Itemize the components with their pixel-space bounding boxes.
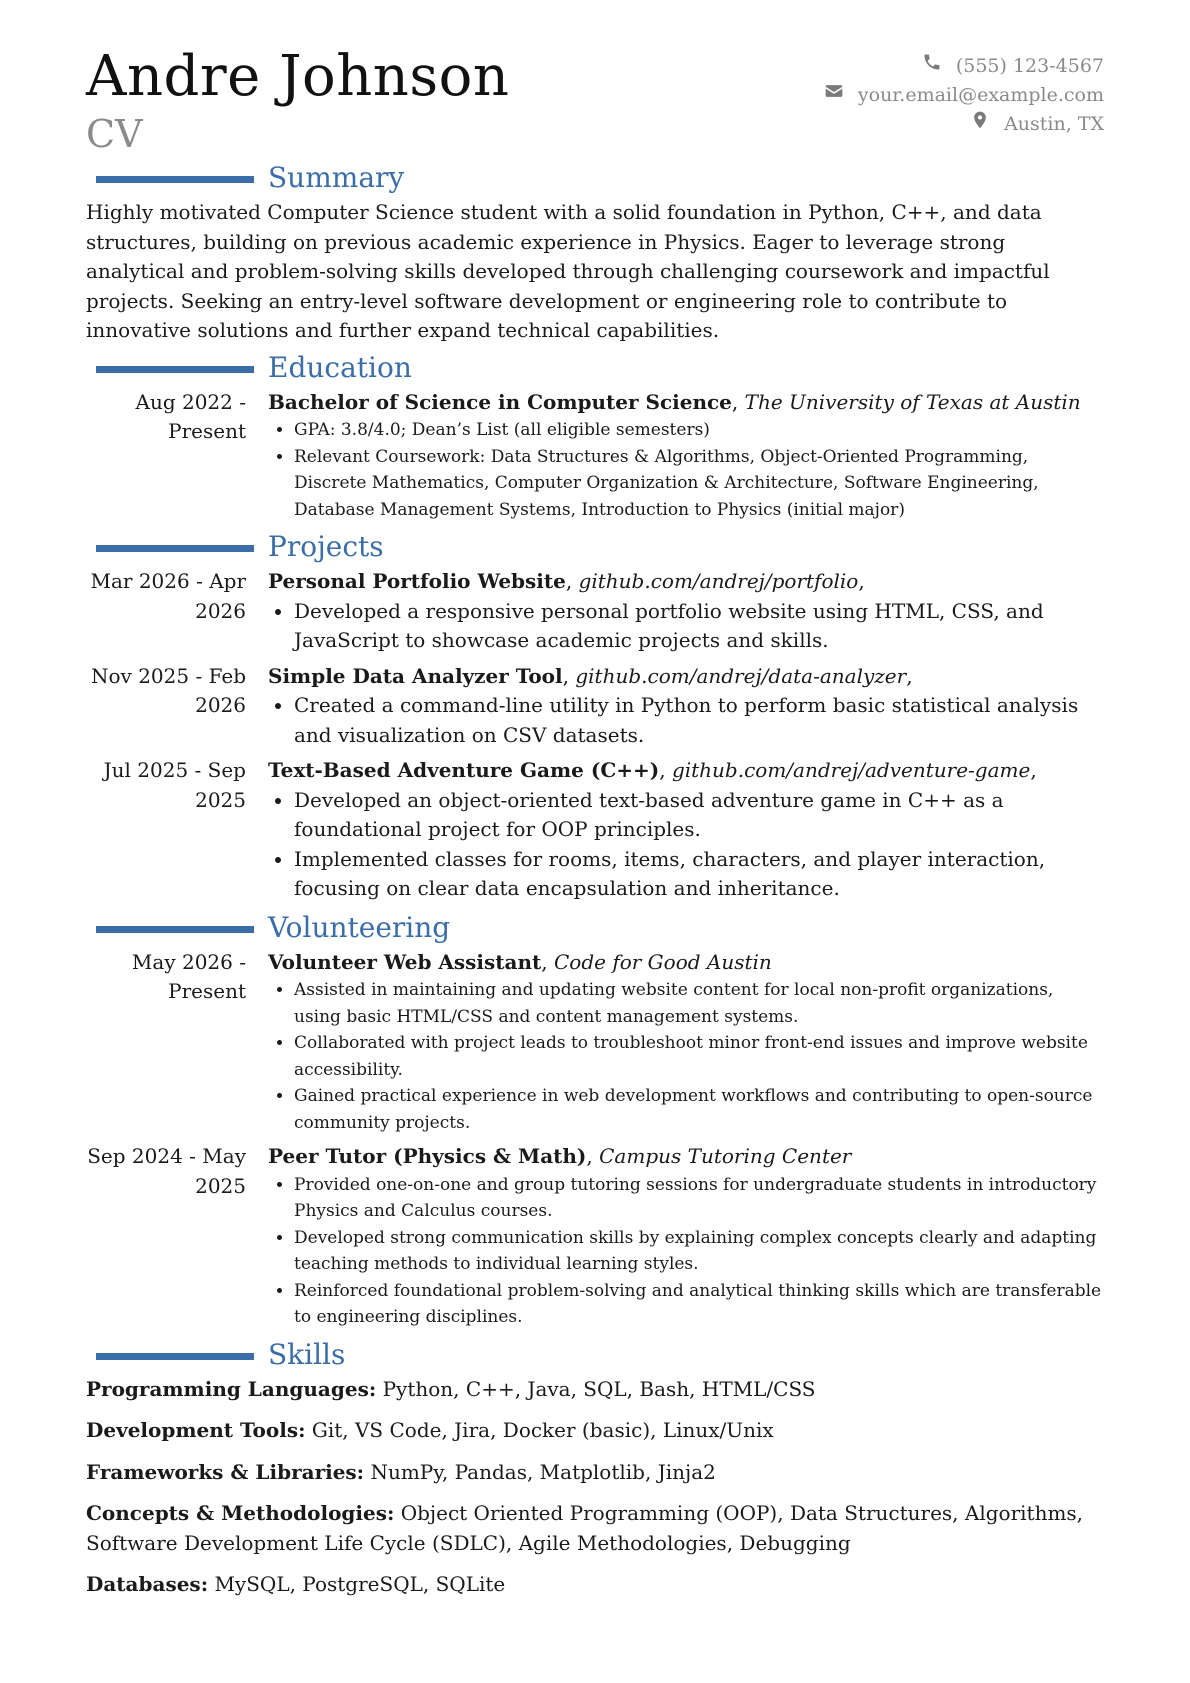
contact-block bbox=[824, 52, 1104, 139]
project-entry bbox=[86, 756, 1104, 904]
project-entry bbox=[86, 567, 1104, 656]
list-item: • GPA: 3.8/4.0; Dean’s List (all eligible semesters) bbox=[294, 417, 1104, 444]
section-title: Volunteering bbox=[268, 910, 451, 944]
entry-body bbox=[268, 567, 1104, 656]
summary-text: Highly motivated Computer Science student with a solid foundation in Python, C++, and data structures, building on previous academic experience in Physics. Eager to leverage strong analytical and problem-solving skills developed through challenging coursework and impactful projects. Seeking an entry-level software development or engineering role to contribute to innovative solutions and further expand technical capabilities. bbox=[86, 200, 1050, 342]
cv-header bbox=[86, 40, 1104, 160]
skill-value: NumPy, Pandas, Matplotlib, Jinja2 bbox=[370, 1459, 716, 1484]
section-title: Summary bbox=[268, 161, 405, 194]
entry-date: Mar 2026 - Apr 2026 bbox=[90, 569, 246, 623]
person-name: Andre Johnson bbox=[86, 44, 510, 109]
skill-row bbox=[86, 1375, 1104, 1405]
skill-label: Frameworks & Libraries: bbox=[86, 1459, 365, 1484]
project-title: Text-Based Adventure Game (C++) bbox=[268, 758, 660, 782]
email-text[interactable]: your.email@example.com bbox=[857, 84, 1104, 106]
role-title: Volunteer Web Assistant bbox=[268, 949, 542, 974]
contact-location bbox=[824, 110, 1104, 139]
contact-phone bbox=[824, 52, 1104, 81]
skill-label: Concepts & Methodologies: bbox=[86, 1501, 395, 1525]
project-link[interactable]: github.com/andrej/data-analyzer bbox=[575, 663, 907, 688]
section-accent-bar bbox=[96, 176, 254, 183]
skill-value: MySQL, PostgreSQL, SQLite bbox=[214, 1572, 506, 1596]
volunteering-entry bbox=[86, 948, 1104, 1137]
entry-body bbox=[268, 1142, 1104, 1331]
entry-title: Peer Tutor (Physics & Math), Campus Tutoring Center bbox=[268, 1144, 852, 1168]
entry-body bbox=[268, 948, 1104, 1137]
list-item: • Relevant Coursework: Data Structures & Algorithms, Object-Oriented Programming, Discrete Mathematics, Computer Organization & Architecture, Software Engineering, Database Management Systems, Introduction to Physics (initial major) bbox=[294, 444, 1104, 524]
entry-title: Text-Based Adventure Game (C++), github.com/andrej/adventure-game, bbox=[268, 758, 1037, 782]
entry-body bbox=[268, 388, 1104, 524]
entry-title: Simple Data Analyzer Tool, github.com/andrej/data-analyzer, bbox=[268, 663, 913, 688]
entry-date: Jul 2025 - Sep 2025 bbox=[103, 758, 246, 812]
education-entry bbox=[86, 388, 1104, 524]
organization: Code for Good Austin bbox=[553, 949, 772, 974]
organization: Campus Tutoring Center bbox=[599, 1144, 852, 1168]
list-item: • Developed a responsive personal portfolio website using HTML, CSS, and JavaScript to showcase academic projects and skills. bbox=[294, 597, 1104, 656]
contact-email bbox=[824, 81, 1104, 110]
skill-row bbox=[86, 1499, 1104, 1558]
envelope-icon bbox=[824, 81, 844, 110]
phone-icon bbox=[922, 52, 942, 81]
skills-heading bbox=[86, 1337, 1104, 1375]
volunteering-entry bbox=[86, 1142, 1104, 1331]
skill-row bbox=[86, 1416, 1104, 1446]
entry-bullets bbox=[268, 977, 1104, 1136]
list-item: • Assisted in maintaining and updating website content for local non-profit organizations, using basic HTML/CSS and content management systems. bbox=[294, 977, 1104, 1030]
entry-bullets bbox=[268, 417, 1104, 523]
institution: The University of Texas at Austin bbox=[744, 389, 1081, 414]
education-heading bbox=[86, 350, 1104, 388]
entry-bullets bbox=[268, 1172, 1104, 1331]
skill-value: Python, C++, Java, SQL, Bash, HTML/CSS bbox=[382, 1376, 816, 1401]
skill-row bbox=[86, 1458, 1104, 1488]
skill-value: Object Oriented Programming (OOP), Data Structures, Algorithms, Software Development Life Cycle (SDLC), Agile Methodologies, Debugging bbox=[86, 1501, 1084, 1555]
section-title: Education bbox=[268, 350, 412, 384]
entry-body bbox=[268, 756, 1104, 904]
summary-heading bbox=[86, 160, 1104, 198]
entry-bullets bbox=[268, 786, 1104, 904]
list-item: • Implemented classes for rooms, items, characters, and player interaction, focusing on clear data encapsulation and inheritance. bbox=[294, 845, 1104, 904]
list-item: • Collaborated with project leads to troubleshoot minor front-end issues and improve website accessibility. bbox=[294, 1030, 1104, 1083]
project-link[interactable]: github.com/andrej/adventure-game bbox=[671, 758, 1031, 782]
project-title: Simple Data Analyzer Tool bbox=[268, 663, 563, 688]
section-accent-bar bbox=[96, 366, 254, 373]
entry-bullets bbox=[268, 691, 1104, 750]
section-title: Skills bbox=[268, 1337, 346, 1371]
project-title: Personal Portfolio Website bbox=[268, 569, 566, 593]
skill-row bbox=[86, 1570, 1104, 1600]
skill-label: Development Tools: bbox=[86, 1418, 306, 1442]
list-item: • Created a command-line utility in Python to perform basic statistical analysis and visualization on CSV datasets. bbox=[294, 691, 1104, 750]
section-title: Projects bbox=[268, 530, 384, 563]
projects-heading bbox=[86, 529, 1104, 567]
entry-bullets bbox=[268, 597, 1104, 656]
list-item: • Provided one-on-one and group tutoring sessions for undergraduate students in introductory Physics and Calculus courses. bbox=[294, 1172, 1104, 1225]
list-item: • Gained practical experience in web development workflows and contributing to open-source community projects. bbox=[294, 1083, 1104, 1136]
list-item: • Developed an object-oriented text-based adventure game in C++ as a foundational project for OOP principles. bbox=[294, 786, 1104, 845]
entry-title: Personal Portfolio Website, github.com/andrej/portfolio, bbox=[268, 569, 865, 593]
entry-date: May 2026 - Present bbox=[131, 949, 246, 1003]
project-entry bbox=[86, 662, 1104, 751]
entry-body bbox=[268, 662, 1104, 751]
entry-title: Volunteer Web Assistant, Code for Good Austin bbox=[268, 949, 772, 974]
skill-label: Programming Languages: bbox=[86, 1376, 377, 1401]
list-item: • Developed strong communication skills by explaining complex concepts clearly and adapting teaching methods to individual learning styles. bbox=[294, 1225, 1104, 1278]
role-title: Peer Tutor (Physics & Math) bbox=[268, 1144, 587, 1168]
phone-text[interactable]: (555) 123-4567 bbox=[955, 55, 1104, 77]
entry-date: Nov 2025 - Feb 2026 bbox=[91, 663, 246, 717]
section-accent-bar bbox=[96, 1353, 254, 1360]
location-text: Austin, TX bbox=[1004, 113, 1104, 135]
section-accent-bar bbox=[96, 545, 254, 552]
project-link[interactable]: github.com/andrej/portfolio bbox=[578, 569, 859, 593]
entry-title: Bachelor of Science in Computer Science, The University of Texas at Austin bbox=[268, 389, 1081, 414]
entry-date: Aug 2022 - Present bbox=[135, 389, 246, 443]
degree-title: Bachelor of Science in Computer Science bbox=[268, 389, 732, 414]
map-pin-icon bbox=[970, 110, 990, 139]
document-subtitle: CV bbox=[86, 112, 143, 156]
section-accent-bar bbox=[96, 926, 254, 933]
list-item: • Reinforced foundational problem-solving and analytical thinking skills which are transferable to engineering disciplines. bbox=[294, 1278, 1104, 1331]
cv-page bbox=[86, 40, 1104, 1612]
skill-label: Databases: bbox=[86, 1572, 209, 1596]
skill-value: Git, VS Code, Jira, Docker (basic), Linux/Unix bbox=[311, 1418, 774, 1442]
entry-date: Sep 2024 - May 2025 bbox=[87, 1144, 246, 1198]
volunteering-heading bbox=[86, 910, 1104, 948]
